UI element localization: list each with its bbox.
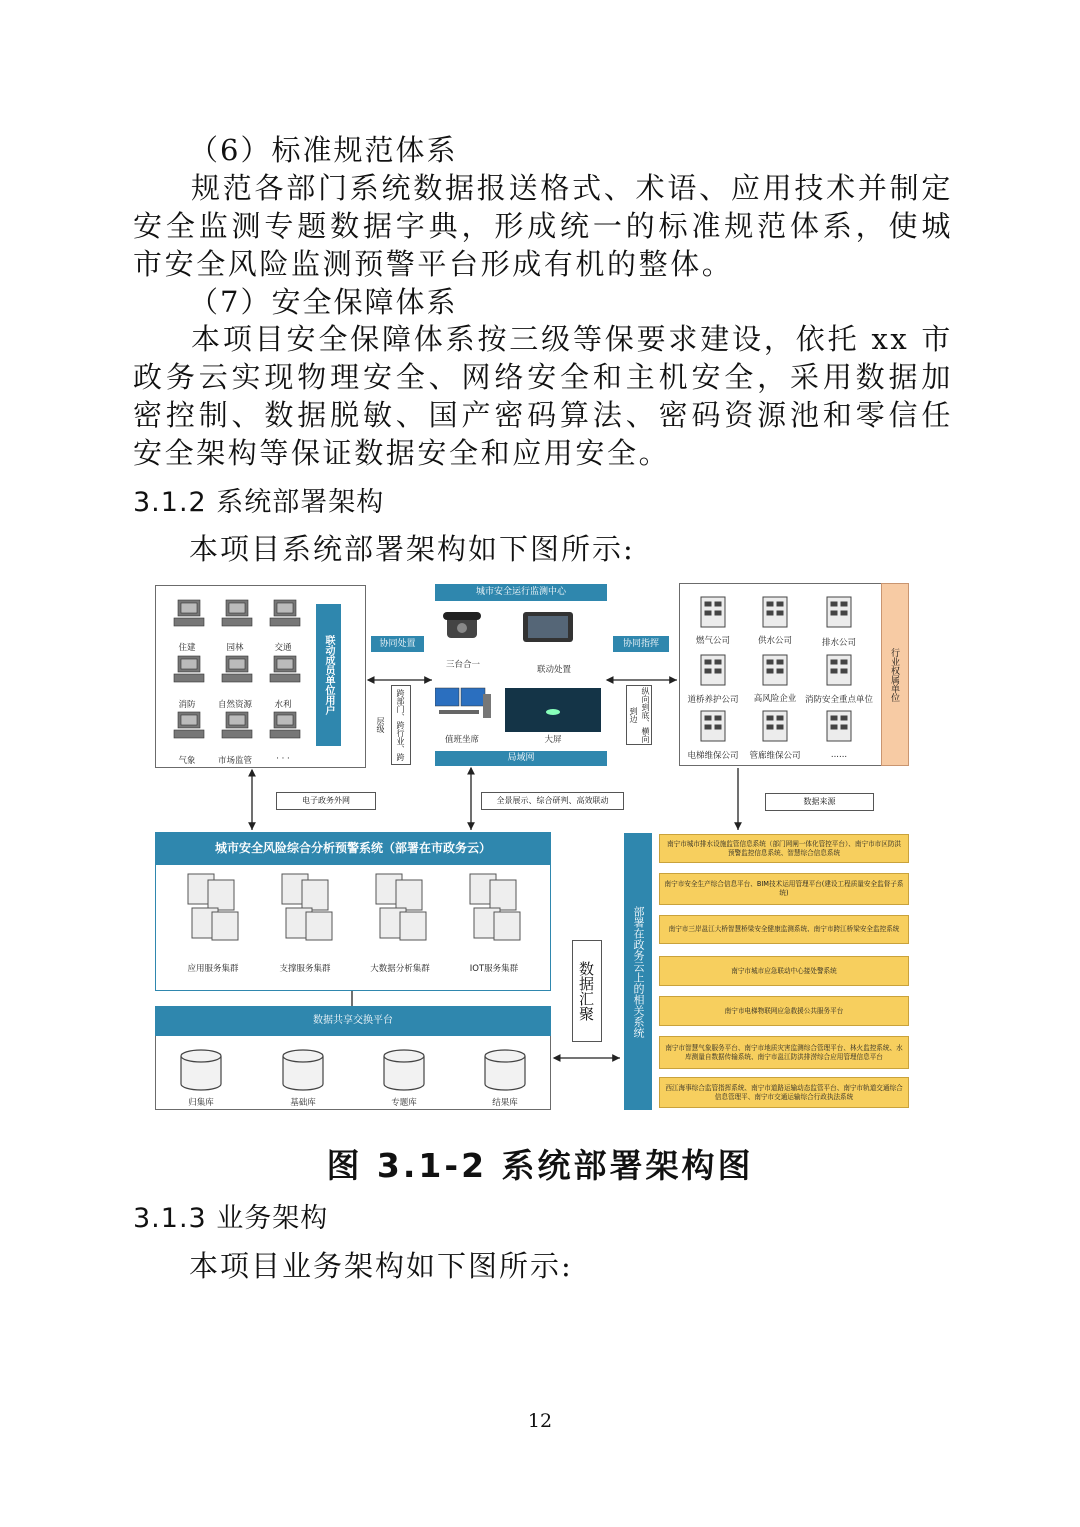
related-system-6: 南宁市智慧气象服务平台、南宁市地质灾害监测综合管理平台、林火监控系统、水库测量自数据传输系统、南宁市邕江防洪排涝综合应用管理信息平台 [659,1036,909,1069]
db-label-4: 结果库 [492,1098,518,1108]
heading-standards: （6）标准规范体系 [189,133,458,167]
user-label-7: 气象 [178,756,196,766]
arrow-label-command: 协同指挥 [613,636,669,652]
cross-dept-label: 跨部门、跨行业、跨层级 [391,685,411,765]
paragraph-security: 本项目安全保障体系按三级等保要求建设，依托 xx 市政务云实现物理安全、网络安全和主机安全，采用数据加密控制、数据脱敏、国产密码算法、密码资源池和零信任安全架构等保证数据安全和应用安全。 [133,322,953,470]
user-label-5: 自然资源 [217,700,252,710]
center-item-1: 三台合一 [445,660,480,670]
user-label-3: 交通 [274,643,292,653]
unit-label-3: 排水公司 [821,638,856,648]
related-system-2: 南宁市安全生产综合信息平台、BIM技术运用管理平台(建设工程质量安全监督子系统) [659,873,909,905]
user-label-6: 水利 [274,700,292,710]
exchange-platform-title: 数据共享交换平台 [155,1006,551,1036]
unit-label-6: 消防安全重点单位 [804,695,873,705]
related-system-3: 南宁市三岸邕江大桥智慧桥梁安全健康监测系统、南宁市跨江桥梁安全监控系统 [659,915,909,944]
member-units-label: 联动成员单位用户 [316,604,341,746]
center-device-icons [435,608,610,748]
related-system-7: 西江海事综合监管指挥系统、南宁市道路运输动态监管平台、南宁市轨道交通综合信息管理平、南宁市交通运输综合行政执法系统 [659,1077,909,1108]
lan-label: 局域网 [435,751,607,766]
user-label-2: 园林 [226,643,244,653]
computer-icons [172,598,302,748]
cluster-label-2: 支撑服务集群 [279,964,331,974]
big-screen-icon [505,688,601,732]
cluster-label-4: IOT服务集群 [469,964,519,974]
related-system-4: 南宁市城市应急联动中心接处警系统 [659,956,909,986]
center-item-2: 联动处置 [536,665,571,675]
section-3-1-2-title: 3.1.2 系统部署架构 [133,487,385,518]
unit-label-9: ...... [830,750,848,760]
db-label-3: 专题库 [391,1098,417,1108]
center-item-4: 大屏 [544,735,562,745]
page-number: 12 [527,1410,553,1432]
analysis-system-title: 城市安全风险综合分析预警系统（部署在市政务云） [155,832,551,865]
phone-icon [443,612,481,638]
unit-label-8: 管廊维保公司 [749,751,801,761]
paragraph-standards: 规范各部门系统数据报送格式、术语、应用技术并制定安全监测专题数据字典，形成统一的标准规范体系，使城市安全风险监测预警平台形成有机的整体。 [133,171,953,281]
unit-label-1: 燃气公司 [695,636,730,646]
data-source-label: 数据来源 [765,793,874,811]
display-analysis-label: 全景展示、综合研判、高效联动 [481,792,624,810]
figure-caption: 图 3.1-2 系统部署架构图 [326,1146,754,1185]
unit-label-4: 道桥养护公司 [687,695,739,705]
unit-label-7: 电梯维保公司 [687,751,739,761]
database-icons [175,1048,535,1096]
related-system-5: 南宁市电梯物联网应急救援公共服务平台 [659,996,909,1026]
paragraph-3-1-2: 本项目系统部署架构如下图所示: [189,532,635,566]
data-gather-label: 数据汇聚 [572,940,602,1042]
user-label-8: 市场监管 [217,756,252,766]
deployed-systems-label: 部署在政务云上的相关系统 [624,833,652,1110]
server-cluster-icons [180,872,540,944]
cluster-label-3: 大数据分析集群 [370,964,430,974]
cluster-label-1: 应用服务集群 [187,964,239,974]
heading-security: （7）安全保障体系 [189,285,458,319]
unit-label-5: 高风险企业 [753,694,797,704]
unit-label-2: 供水公司 [757,636,792,646]
vertical-horizontal-label: 纵向到底、横向到边 [626,685,652,745]
server-building-icons [695,595,865,745]
section-3-1-3-title: 3.1.3 业务架构 [133,1203,329,1234]
video-terminal-icon [523,612,573,642]
db-label-2: 基础库 [290,1098,316,1108]
workstation-icon [435,688,491,718]
center-item-3: 值班坐席 [444,735,479,745]
db-label-1: 归集库 [188,1098,214,1108]
user-label-1: 住建 [178,643,196,653]
industry-units-label: 行业权属单位 [881,583,909,766]
paragraph-3-1-3: 本项目业务架构如下图所示: [189,1249,573,1283]
user-label-4: 消防 [178,700,196,710]
egov-network-label: 电子政务外网 [276,792,376,810]
monitoring-center-title: 城市安全运行监测中心 [435,584,607,601]
related-system-1: 南宁市城市排水设施监管信息系统（部门网闸一体化管控平台）、南宁市市区防洪预警监控信息系统、智慧综合信息系统 [659,834,909,863]
user-label-9: · · · [276,754,290,764]
arrow-label-coordination: 协同处置 [371,636,424,652]
